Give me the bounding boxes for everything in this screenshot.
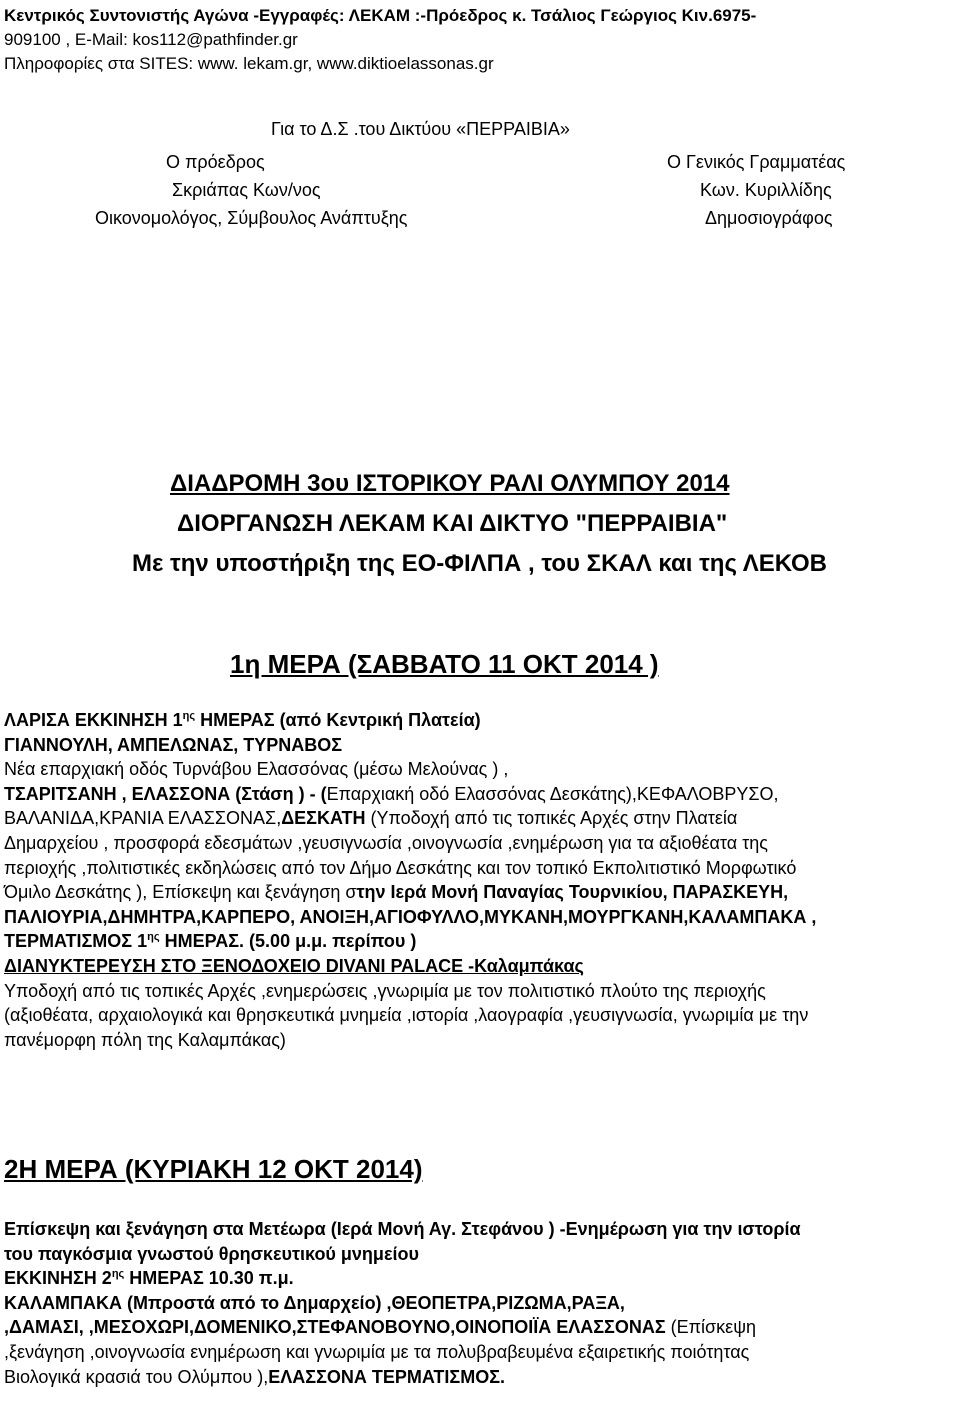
site-link-diktio[interactable]: www.diktioelassonas.gr — [316, 54, 494, 73]
day1-line-p7 — [4, 929, 954, 954]
day1-reception-2: (αξιοθέατα, αρχαιολογικά και θρησκευτικά μνημεία ,ιστορία ,λαογραφία ,γευσιγνωσία, γνωριμία με την — [4, 1005, 809, 1026]
site-link-lekam[interactable]: www. lekam.gr — [197, 54, 308, 73]
president-name: Σκριάπας Κων/νος — [172, 180, 321, 200]
day1-p5-text: Όμιλο Δεσκάτης ), Επίσκεψη και ξενάγηση σ — [4, 882, 357, 903]
day1-start-text-2: ΗΜΕΡΑΣ (από Κεντρική Πλατεία) — [195, 710, 481, 730]
day2-route-4 — [4, 1365, 954, 1390]
president-role: Ο πρόεδρος — [166, 152, 265, 172]
sites-separator: , — [307, 54, 317, 73]
title-line-1: ΔΙΑΔΡΟΜΗ 3ου ΙΣΤΟΡΙΚΟΥ ΡΑΛΙ ΟΛΥΜΠΟΥ 2014 — [170, 470, 730, 497]
day1-line-p4: περιοχής ,πολιτιστικές εκδηλώσεις από τον Δήμο Δεσκάτης και τον τοπικό Εκπολιτιστικό Μορφωτικό — [4, 857, 797, 878]
day1-p1-text: Επαρχιακή οδό Ελασσόνας Δεσκάτης),ΚΕΦΑΛΟΒΡΥΣΟ, — [326, 783, 779, 804]
day2-route-1: ΚΑΛΑΜΠΑΚΑ (Μπροστά από το Δημαρχείο) ,ΘΕΟΠΕΤΡΑ,ΡΙΖΩΜΑ,ΡΑΞΑ, — [4, 1292, 625, 1313]
day1-p5-bold: την Ιερά Μονή Παναγίας Τουρνικίου — [356, 882, 663, 903]
day2-start — [4, 1266, 954, 1291]
title-line-2: ΔΙΟΡΓΑΝΩΣΗ ΛΕΚΑΜ ΚΑΙ ΔΙΚΤΥΟ "ΠΕΡΡΑΙΒΙΑ" — [177, 510, 728, 537]
day1-heading: 1η ΜΕΡΑ (ΣΑΒΒΑΤΟ 11 ΟΚΤ 2014 ) — [230, 649, 659, 679]
header-line-1: Κεντρικός Συντονιστής Αγώνα -Εγγραφές: ΛΕΚΑΜ :-Πρόεδρος κ. Τσάλιος Γεώργιος Κιν.6975- — [4, 6, 757, 25]
day1-p1-bold: ΤΣΑΡΙΤΣΑΝΗ , ΕΛΑΣΣΟΝΑ (Στάση ) - ( — [4, 783, 327, 804]
title-line-3: Με την υποστήριξη της ΕΟ-ΦΙΛΠΑ , του ΣΚΑΛ και της ΛΕΚΟΒ — [132, 550, 827, 577]
sites-label: Πληροφορίες στα SITES: — [4, 54, 198, 73]
day1-start-text: ΛΑΡΙΣΑ ΕΚΚΙΝΗΣΗ 1 — [4, 710, 183, 730]
day1-p7-text: ΤΕΡΜΑΤΙΣΜΟΣ 1 — [4, 931, 148, 952]
day2-body — [4, 1217, 954, 1389]
president-title: Οικονομολόγος, Σύμβουλος Ανάπτυξης — [95, 208, 408, 228]
day2-start-text-2: ΗΜΕΡΑΣ 10.30 π.μ. — [124, 1268, 294, 1289]
day1-reception-1: Υποδοχή από τις τοπικές Αρχές ,ενημερώσεις ,γνωριμία με τον πολιτιστικό πλούτο της περιοχής — [4, 980, 766, 1001]
header-line-2: 909100 , E-Mail: kos112@pathfinder.gr — [4, 30, 298, 49]
secretary-role: Ο Γενικός Γραμματέας — [667, 152, 846, 172]
day1-line-p5 — [4, 880, 954, 905]
day2-route-3: ,ξενάγηση ,οινογνωσία ενημέρωση και γνωριμία με τα πολυβραβευμένα εξαιρετικής ποιότητας — [4, 1341, 750, 1362]
day1-start — [4, 708, 954, 733]
for-organization: Για το Δ.Σ .του Δικτύου «ΠΕΡΡΑΙΒΙΑ» — [271, 119, 570, 139]
day1-p2-text: ΒΑΛΑΝΙΔΑ,ΚΡΑΝΙΑ ΕΛΑΣΣΟΝΑΣ, — [4, 808, 282, 829]
day1-route-1: ΓΙΑΝΝΟΥΛΗ, ΑΜΠΕΛΩΝΑΣ, ΤΥΡΝΑΒΟΣ — [4, 734, 343, 755]
day2-visit-2: του παγκόσμια γνωστού θρησκευτικού μνημείου — [4, 1243, 419, 1264]
day1-line-p3: Δημαρχείου , προσφορά εδεσμάτων ,γευσιγνωσία ,οινογνωσία ,ενημέρωση για τα αξιοθέατα της — [4, 832, 768, 853]
day1-line-p2 — [4, 806, 954, 831]
day1-p2-bold: ΔΕΣΚΑΤΗ — [281, 808, 366, 829]
day1-line-p6: ΠΑΛΙΟΥΡΙΑ,ΔΗΜΗΤΡΑ,ΚΑΡΠΕΡΟ, ΑΝΟΙΞΗ,ΑΓΙΟΦΥΛΛΟ,ΜΥΚΑΝΗ,ΜΟΥΡΓΚΑΝΗ,ΚΑΛΑΜΠΑΚΑ , — [4, 906, 817, 927]
day1-road: Νέα επαρχιακή οδός Τυρνάβου Ελασσόνας (μέσω Μελούνας ) , — [4, 759, 509, 780]
day1-overnight: ΔΙΑΝΥΚΤΕΡΕΥΣΗ ΣΤΟ ΞΕΝΟΔΟΧΕΙΟ DIVANI PALACE -Καλαμπάκας — [4, 955, 584, 976]
day1-line-p1 — [4, 782, 954, 807]
day2-route-2-text: (Επίσκεψη — [665, 1317, 757, 1338]
day2-route-4-text: Βιολογικά κρασιά του Ολύμπου ), — [4, 1366, 269, 1387]
day2-route-4-bold: ΕΛΑΣΣΟΝΑ ΤΕΡΜΑΤΙΣΜΟΣ. — [268, 1366, 505, 1387]
day2-route-2 — [4, 1315, 954, 1340]
day1-p2-text-2: (Υποδοχή από τις τοπικές Αρχές στην Πλατεία — [365, 808, 738, 829]
day2-route-2-bold: ,ΔΑΜΑΣΙ, ,ΜΕΣΟΧΩΡΙ,ΔΟΜΕΝΙΚΟ,ΣΤΕΦΑΝΟΒΟΥΝΟ,ΟΙΝΟΠΟΙΪΑ ΕΛΑΣΣΟΝΑΣ — [4, 1317, 666, 1338]
day2-visit-text: Επίσκεψη και ξενάγηση στα Μετέωρα (Ιερά Μονή Αγ. Στεφάνου ) - — [4, 1219, 566, 1239]
day2-visit-1 — [4, 1217, 954, 1242]
day1-start-sup: ης — [182, 710, 196, 722]
day1-p7-text-2: ΗΜΕΡΑΣ. (5.00 μ.μ. περίπου ) — [159, 931, 417, 952]
day1-reception-3: πανέμορφη πόλη της Καλαμπάκας) — [4, 1029, 286, 1050]
day1-p5-bold-2: , ΠΑΡΑΣΚΕΥΗ, — [662, 882, 789, 903]
day2-start-text: ΕΚΚΙΝΗΣΗ 2 — [4, 1268, 112, 1289]
day1-p7-sup: ης — [147, 931, 160, 944]
day1-body — [4, 708, 954, 1052]
secretary-title: Δημοσιογράφος — [705, 208, 833, 228]
secretary-name: Κων. Κυριλλίδης — [700, 180, 832, 200]
day2-visit-text-2: Ενημέρωση για την ιστορία — [565, 1219, 801, 1239]
header-line-3 — [4, 52, 494, 76]
day2-heading: 2Η ΜΕΡΑ (ΚΥΡΙΑΚΗ 12 ΟΚΤ 2014) — [4, 1154, 423, 1184]
day2-start-sup: ης — [111, 1268, 125, 1281]
